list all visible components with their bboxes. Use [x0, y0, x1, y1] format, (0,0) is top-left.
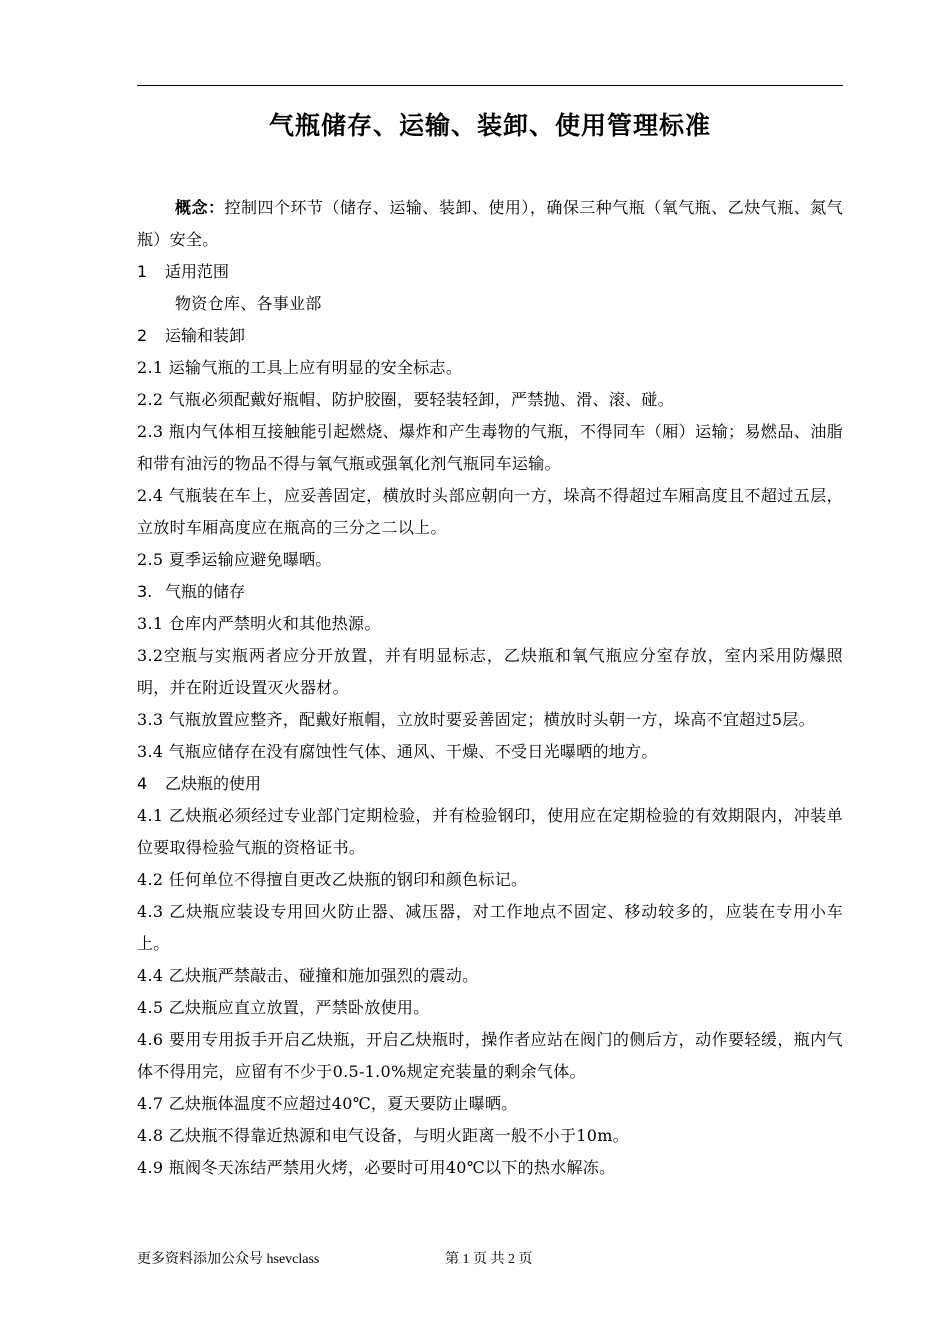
section-heading-text: 气瓶的储存 — [165, 582, 246, 601]
section-heading — [137, 576, 843, 608]
sections-container — [137, 256, 843, 1184]
section-number: 4 — [137, 774, 148, 793]
document-body — [137, 192, 843, 1184]
concept-paragraph — [137, 192, 843, 256]
clause-paragraph: 3.4 气瓶应储存在没有腐蚀性气体、通风、干燥、不受日光曝晒的地方。 — [137, 742, 658, 761]
section-number: 1 — [137, 262, 148, 281]
section-number: 2 — [137, 326, 148, 345]
section-heading — [137, 768, 843, 800]
footer-page-number: 第 1 页 共 2 页 — [445, 1252, 533, 1267]
section-heading-text: 适用范围 — [165, 262, 230, 281]
section-heading — [137, 256, 843, 288]
clause-paragraph: 4.4 乙炔瓶严禁敲击、碰撞和施加强烈的震动。 — [137, 966, 479, 985]
clause-paragraph: 3.1 仓库内严禁明火和其他热源。 — [137, 614, 381, 633]
clause-paragraph: 3.2空瓶与实瓶两者应分开放置，并有明显标志，乙炔瓶和氧气瓶应分室存放，室内采用防爆照明，并在附近设置灭火器材。 — [137, 646, 843, 697]
clause-paragraph: 2.3 瓶内气体相互接触能引起燃烧、爆炸和产生毒物的气瓶，不得同车（厢）运输；易燃品、油脂和带有油污的物品不得与氧气瓶或强氧化剂气瓶同车运输。 — [137, 422, 843, 473]
header-rule — [137, 85, 843, 86]
clause-paragraph: 物资仓库、各事业部 — [175, 294, 322, 313]
section-heading-text: 乙炔瓶的使用 — [165, 774, 262, 793]
document-title: 气瓶储存、运输、装卸、使用管理标准 — [268, 111, 711, 140]
section-heading-text: 运输和装卸 — [165, 326, 246, 345]
clause-paragraph: 4.7 乙炔瓶体温度不应超过40℃，夏天要防止曝晒。 — [137, 1094, 518, 1113]
concept-label: 概念： — [175, 198, 225, 217]
clause-paragraph: 4.3 乙炔瓶应装设专用回火防止器、减压器，对工作地点不固定、移动较多的，应装在专用小车上。 — [137, 902, 843, 953]
clause-paragraph: 2.4 气瓶装在车上，应妥善固定，横放时头部应朝向一方，垛高不得超过车厢高度且不超过五层，立放时车厢高度应在瓶高的三分之二以上。 — [137, 486, 843, 537]
clause-paragraph: 3.3 气瓶放置应整齐，配戴好瓶帽，立放时要妥善固定；横放时头朝一方，垛高不宜超过5层。 — [137, 710, 815, 729]
clause-paragraph: 4.5 乙炔瓶应直立放置，严禁卧放使用。 — [137, 998, 430, 1017]
concept-text: 控制四个环节（储存、运输、装卸、使用），确保三种气瓶（氧气瓶、乙炔气瓶、氮气瓶）安全。 — [137, 198, 843, 249]
clause-paragraph: 4.2 任何单位不得擅自更改乙炔瓶的钢印和颜色标记。 — [137, 870, 528, 889]
clause-paragraph: 4.9 瓶阀冬天冻结严禁用火烤，必要时可用40℃以下的热水解冻。 — [137, 1158, 616, 1177]
footer-source: 更多资料添加公众号 hsevclass — [137, 1252, 320, 1267]
section-number: 3. — [137, 582, 153, 601]
clause-paragraph: 2.5 夏季运输应避免曝晒。 — [137, 550, 332, 569]
section-heading — [137, 320, 843, 352]
clause-paragraph: 4.8 乙炔瓶不得靠近热源和电气设备，与明火距离一般不小于10m。 — [137, 1126, 629, 1145]
clause-paragraph: 4.6 要用专用扳手开启乙炔瓶，开启乙炔瓶时，操作者应站在阀门的侧后方，动作要轻缓，瓶内气体不得用完，应留有不少于0.5-1.0%规定充装量的剩余气体。 — [137, 1030, 843, 1081]
clause-paragraph: 4.1 乙炔瓶必须经过专业部门定期检验，并有检验钢印，使用应在定期检验的有效期限内，冲装单位要取得检验气瓶的资格证书。 — [137, 806, 843, 857]
clause-paragraph: 2.2 气瓶必须配戴好瓶帽、防护胶圈，要轻装轻卸，严禁抛、滑、滚、碰。 — [137, 390, 675, 409]
clause-paragraph: 2.1 运输气瓶的工具上应有明显的安全标志。 — [137, 358, 463, 377]
